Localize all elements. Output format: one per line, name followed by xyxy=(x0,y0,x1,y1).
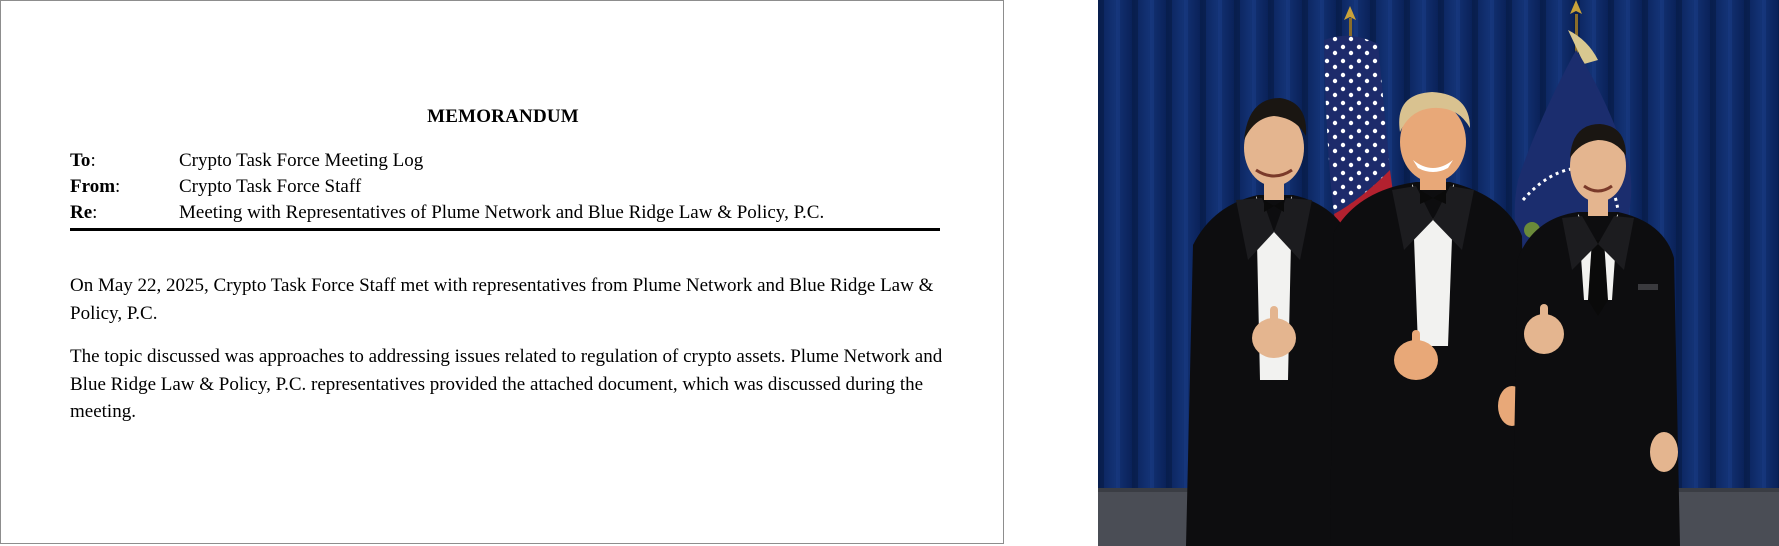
paragraph-topic: The topic discussed was approaches to addressing issues related to regulation of crypto assets. Plume Network and Blue Ridge Law & Policy, P.C. representatives provided the attached document, which was discussed during the meeting. xyxy=(70,346,943,422)
from-value: Crypto Task Force Staff xyxy=(179,176,362,197)
re-label: Re: xyxy=(70,202,98,223)
event-photo xyxy=(1098,0,1779,546)
memo-title: MEMORANDUM xyxy=(427,106,579,127)
paragraph-meeting-date: On May 22, 2025, Crypto Task Force Staff met with representatives from Plume Network and Blue Ridge Law & Policy, P.C. xyxy=(70,275,934,324)
header-divider xyxy=(70,228,940,231)
re-value: Meeting with Representatives of Plume Network and Blue Ridge Law & Policy, P.C. xyxy=(179,202,825,223)
from-label: From: xyxy=(70,176,121,197)
to-label: To: xyxy=(70,150,96,171)
to-value: Crypto Task Force Meeting Log xyxy=(179,150,424,171)
photo-illustration xyxy=(1098,0,1779,546)
